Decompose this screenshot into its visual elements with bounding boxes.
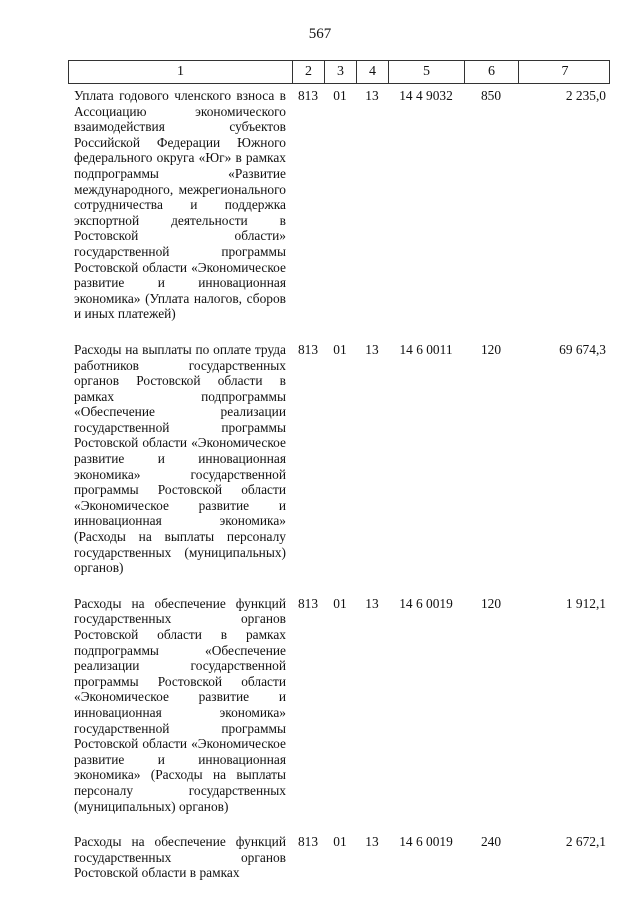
column-header-1: 1 <box>69 61 293 83</box>
column-header-4: 4 <box>357 61 389 83</box>
row-ministry-code: 813 <box>297 834 319 850</box>
row-section-code: 01 <box>333 88 347 103</box>
row-amount: 1 912,1 <box>565 595 606 611</box>
row-ministry-code: 813 <box>297 341 319 357</box>
row-ministry-code: 813 <box>297 88 319 103</box>
row-description: Уплата годового членского взноса в Ассоциацию экономического взаимодействия субъектов Российской Федерации Южного федерального округа «Юг» в рамках подпрограммы «Развитие международного, межрегионального сотрудничества и поддержка экспортной деятельности в Ростовской области» государственной программы Ростовской области «Экономическое развитие и инновационная экономика» (Уплата налогов, сборов и иных платежей) <box>74 88 286 322</box>
row-subsection-code: 13 <box>365 341 379 357</box>
row-description: Расходы на выплаты по оплате труда работников государственных органов Ростовской области в рамках подпрограммы «Обеспечение реализации государственной программы Ростовской области «Экономическое развитие и инновационная экономика» государственной программы Ростовской области «Экономическое развитие и инновационная экономика» (Расходы на выплаты персоналу государственных (муниципальных) органов) <box>74 341 286 576</box>
row-amount: 2 672,1 <box>565 834 606 850</box>
row-ministry-code: 813 <box>297 595 319 611</box>
row-subsection-code: 13 <box>365 595 379 611</box>
row-target-article: 14 6 0019 <box>399 834 453 850</box>
table-row <box>68 596 610 814</box>
row-target-article: 14 6 0011 <box>399 341 453 357</box>
column-header-2: 2 <box>293 61 325 83</box>
column-header-6: 6 <box>465 61 519 83</box>
row-section-code: 01 <box>333 341 347 357</box>
row-section-code: 01 <box>333 834 347 850</box>
row-target-article: 14 6 0019 <box>399 595 453 611</box>
table-body <box>68 88 610 901</box>
table-row <box>68 342 610 576</box>
row-description: Расходы на обеспечение функций государственных органов Ростовской области в рамках <box>74 834 286 881</box>
table-row <box>68 88 610 322</box>
table-row <box>68 834 610 881</box>
row-subsection-code: 13 <box>365 834 379 850</box>
row-expense-type: 240 <box>480 834 502 850</box>
table-header <box>68 60 610 84</box>
row-expense-type: 120 <box>480 595 502 611</box>
row-expense-type: 120 <box>480 341 502 357</box>
column-header-7: 7 <box>561 64 569 79</box>
row-amount: 69 674,3 <box>559 341 606 357</box>
row-target-article: 14 4 9032 <box>399 88 453 103</box>
row-amount: 2 235,0 <box>565 88 606 103</box>
page-number: 567 <box>308 26 332 42</box>
column-header-3: 3 <box>325 61 357 83</box>
row-description: Расходы на обеспечение функций государственных органов Ростовской области в рамках подпрограммы «Обеспечение реализации государственной программы Ростовской области «Экономическое развитие и инновационная экономика» государственной программы Ростовской области «Экономическое развитие и инновационная экономика» (Расходы на выплаты персоналу государственных (муниципальных) органов) <box>74 595 286 814</box>
column-header-5: 5 <box>389 61 465 83</box>
row-section-code: 01 <box>333 595 347 611</box>
row-subsection-code: 13 <box>365 88 379 103</box>
row-expense-type: 850 <box>480 88 502 103</box>
